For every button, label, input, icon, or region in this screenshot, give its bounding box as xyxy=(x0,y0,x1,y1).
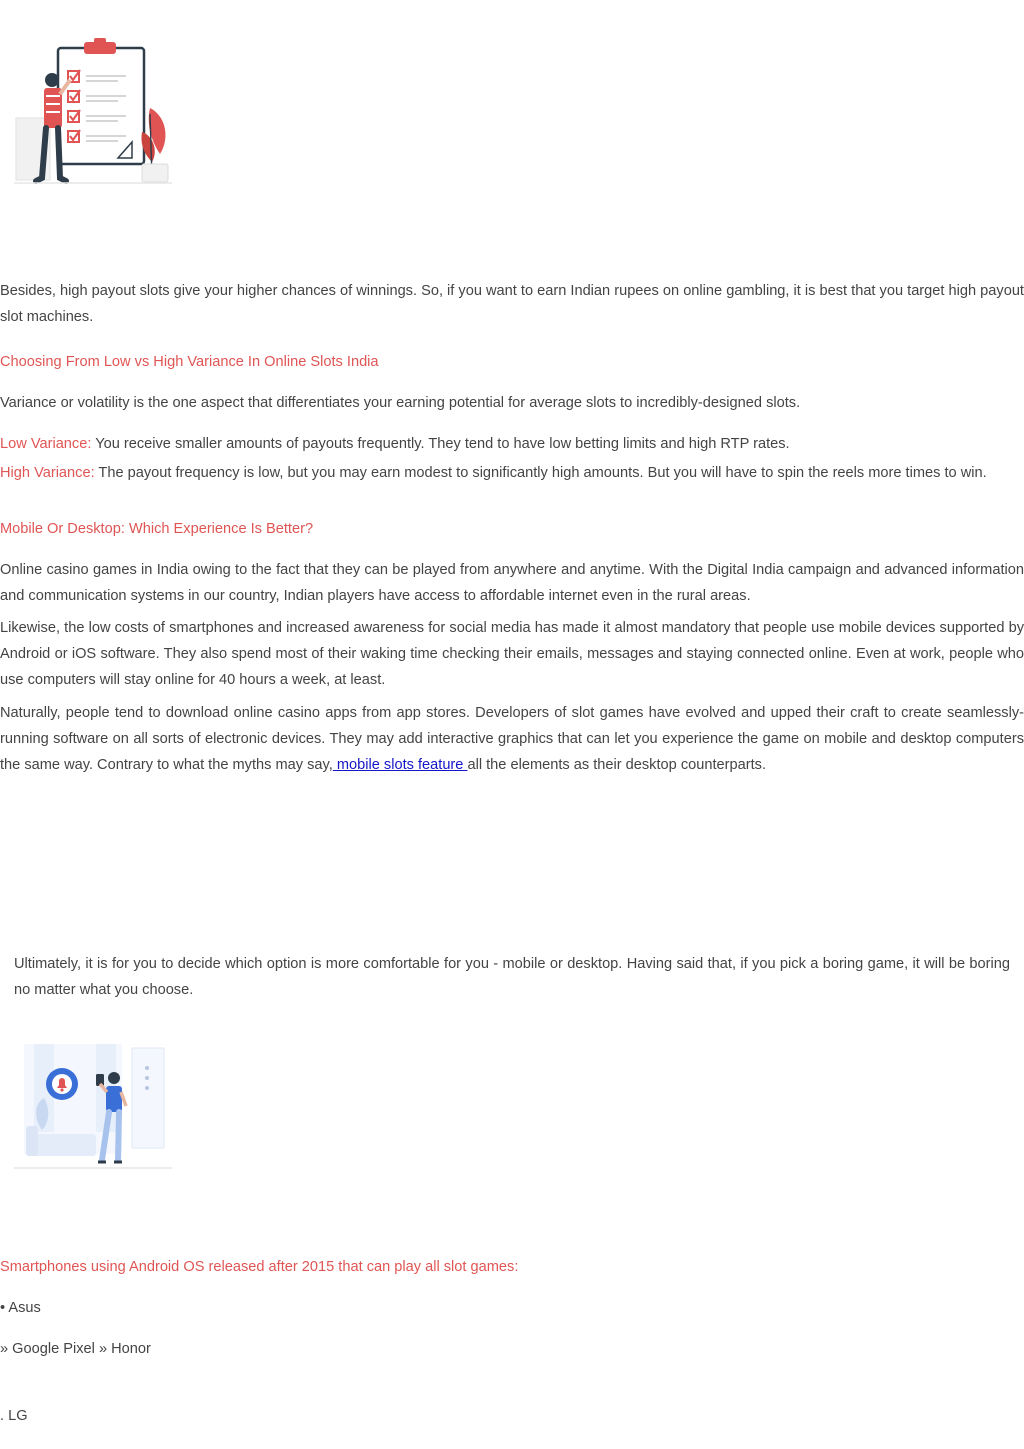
brand-line-lg: . LG xyxy=(0,1408,28,1424)
naturally-text-end: all the elements as their desktop counterparts. xyxy=(467,756,766,773)
brand-line-asus: • Asus xyxy=(0,1300,41,1316)
high-variance-paragraph xyxy=(0,461,1024,487)
low-variance-text: You receive smaller amounts of payouts frequently. They tend to have low betting limits and high RTP rates. xyxy=(91,436,790,452)
high-variance-label: High Variance: xyxy=(0,465,95,481)
mobile-slots-feature-link[interactable]: mobile slots feature xyxy=(332,756,468,773)
online-casino-paragraph: Online casino games in India owing to the fact that they can be played from anywhere and anytime. With the Digital India campaign and advanced information and communication systems in our country, Indian players have access to affordable internet even in the rural areas. xyxy=(0,562,1024,604)
low-variance-label: Low Variance: xyxy=(0,436,92,452)
mobile-user-illustration xyxy=(14,1042,172,1176)
variance-heading: Choosing From Low vs High Variance In Online Slots India xyxy=(0,354,379,370)
low-variance-paragraph xyxy=(0,432,1024,458)
smartphones-heading: Smartphones using Android OS released after 2015 that can play all slot games: xyxy=(0,1259,519,1275)
likewise-paragraph: Likewise, the low costs of smartphones and increased awareness for social media has made it almost mandatory that people use mobile devices supported by Android or iOS software. They also spend most of their waking time checking their emails, messages and staying connected online. Even at work, people who use computers will stay online for 40 hours a week, at least. xyxy=(0,620,1024,688)
mobile-desktop-heading: Mobile Or Desktop: Which Experience Is Better? xyxy=(0,521,314,537)
naturally-paragraph xyxy=(0,701,1024,778)
intro-paragraph: Besides, high payout slots give your higher chances of winnings. So, if you want to earn Indian rupees on online gambling, it is best that you target high payout slot machines. xyxy=(0,283,1024,325)
brand-line-google-honor: » Google Pixel » Honor xyxy=(0,1341,151,1357)
naturally-text: Naturally, people tend to download online casino apps from app stores. Developers of slot games have evolved and upped their craft to create seamlessly-running software on all sorts of electronic devices. They may add interactive graphics that can let you experience the game on mobile and desktop computers the same way. Contrary to what the myths may say, xyxy=(0,705,1024,773)
ultimately-paragraph: Ultimately, it is for you to decide which option is more comfortable for you - mobile or desktop. Having said that, if you pick a boring game, it will be boring no matter what you choose. xyxy=(14,956,1010,998)
high-variance-text: The payout frequency is low, but you may earn modest to significantly high amounts. But you will have to spin the reels more times to win. xyxy=(94,465,987,481)
checklist-illustration xyxy=(14,38,172,188)
variance-intro-paragraph: Variance or volatility is the one aspect that differentiates your earning potential for average slots to incredibly-designed slots. xyxy=(0,395,801,411)
